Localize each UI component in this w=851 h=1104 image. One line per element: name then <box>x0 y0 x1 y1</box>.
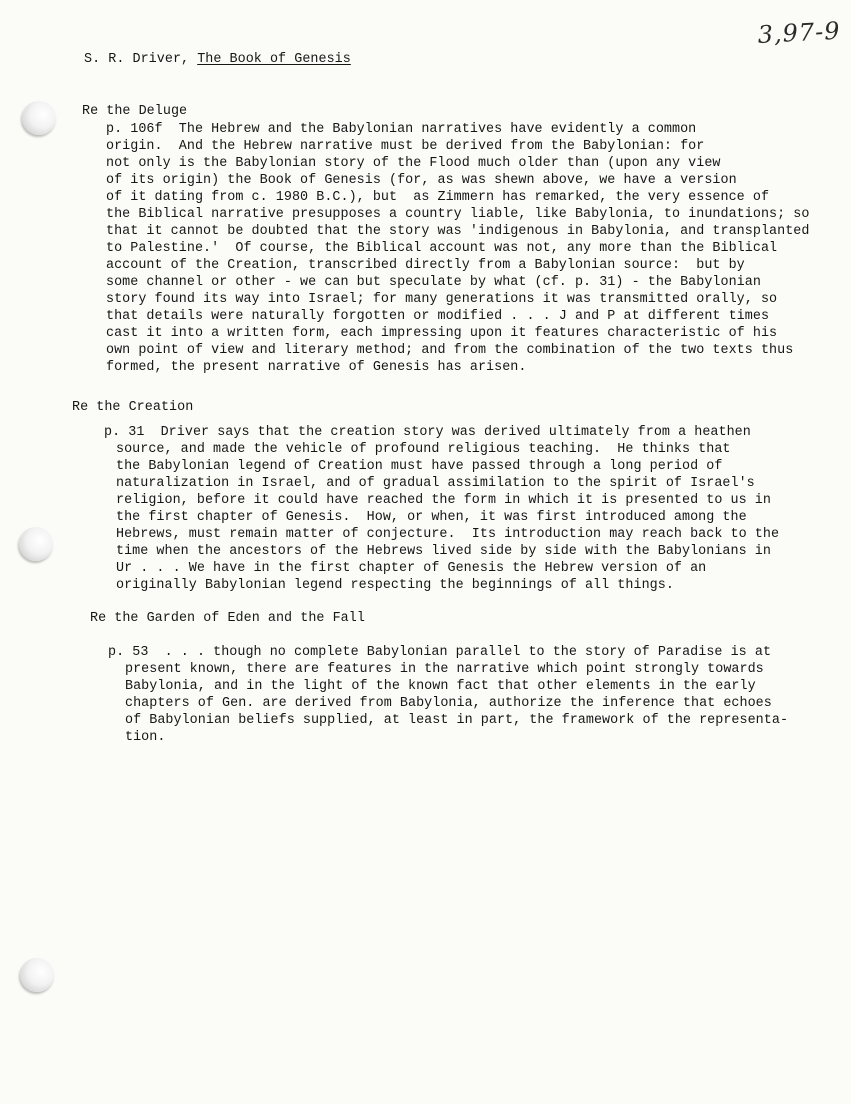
text-line: of it dating from c. 1980 B.C.), but as Zimmern has remarked, the very essence of <box>106 190 770 205</box>
text-line: originally Babylonian legend respecting the beginnings of all things. <box>116 578 674 593</box>
text-line: account of the Creation, transcribed directly from a Babylonian source: but by <box>106 258 745 273</box>
text-line: p. 106f The Hebrew and the Babylonian narratives have evidently a common <box>106 122 697 137</box>
section-title: Re the Deluge <box>82 104 188 119</box>
text-line: the first chapter of Genesis. How, or when, it was first introduced among the <box>116 510 747 525</box>
punch-hole-bottom <box>20 958 54 992</box>
text-line: chapters of Gen. are derived from Babylonia, authorize the inference that echoes <box>125 696 772 711</box>
text-line: Hebrews, must remain matter of conjecture. Its introduction may reach back to the <box>116 527 780 542</box>
citation-book-title: The Book of Genesis <box>197 52 351 67</box>
punch-hole-top <box>22 101 56 135</box>
text-line: that details were naturally forgotten or modified . . . J and P at different times <box>106 309 770 324</box>
text-line: time when the ancestors of the Hebrews lived side by side with the Babylonians in <box>116 544 771 559</box>
text-line: the Biblical narrative presupposes a country liable, like Babylonia, to inundations; so <box>106 207 810 222</box>
text-line: of Babylonian beliefs supplied, at least in part, the framework of the representa- <box>125 713 789 728</box>
text-line: present known, there are features in the narrative which point strongly towards <box>125 662 764 677</box>
text-line: naturalization in Israel, and of gradual assimilation to the spirit of Israel's <box>116 476 755 491</box>
text-line: tion. <box>125 730 166 745</box>
text-line: p. 31 Driver says that the creation story was derived ultimately from a heathen <box>104 425 751 440</box>
text-line: origin. And the Hebrew narrative must be derived from the Babylonian: for <box>106 139 705 154</box>
text-line: p. 53 . . . though no complete Babylonian parallel to the story of Paradise is at <box>108 645 772 660</box>
text-line: some channel or other - we can but speculate by what (cf. p. 31) - the Babylonian <box>106 275 761 290</box>
citation-heading <box>84 51 351 68</box>
text-line: source, and made the vehicle of profound religious teaching. He thinks that <box>116 442 731 457</box>
punch-hole-middle <box>19 527 53 561</box>
text-line: of its origin) the Book of Genesis (for, as was shewn above, we have a version <box>106 173 737 188</box>
text-line: religion, before it could have reached the form in which it is presented to us in <box>116 493 771 508</box>
text-line: story found its way into Israel; for many generations it was transmitted orally, so <box>106 292 778 307</box>
citation-author: S. R. Driver, <box>84 52 198 67</box>
text-line: formed, the present narrative of Genesis has arisen. <box>106 360 527 375</box>
text-line: Ur . . . We have in the first chapter of Genesis the Hebrew version of an <box>116 561 707 576</box>
text-line: cast it into a written form, each impressing upon it features characteristic of his <box>106 326 778 341</box>
text-line: the Babylonian legend of Creation must have passed through a long period of <box>116 459 723 474</box>
text-line: own point of view and literary method; and from the combination of the two texts thus <box>106 343 794 358</box>
section-title: Re the Creation <box>72 400 194 415</box>
section-title: Re the Garden of Eden and the Fall <box>90 611 365 626</box>
handwritten-page-note: 3,97-9 <box>757 16 842 49</box>
text-line: that it cannot be doubted that the story was 'indigenous in Babylonia, and transplanted <box>106 224 810 239</box>
text-line: Babylonia, and in the light of the known fact that other elements in the early <box>125 679 756 694</box>
text-line: to Palestine.' Of course, the Biblical account was not, any more than the Biblical <box>106 241 778 256</box>
text-line: not only is the Babylonian story of the Flood much older than (upon any view <box>106 156 721 171</box>
